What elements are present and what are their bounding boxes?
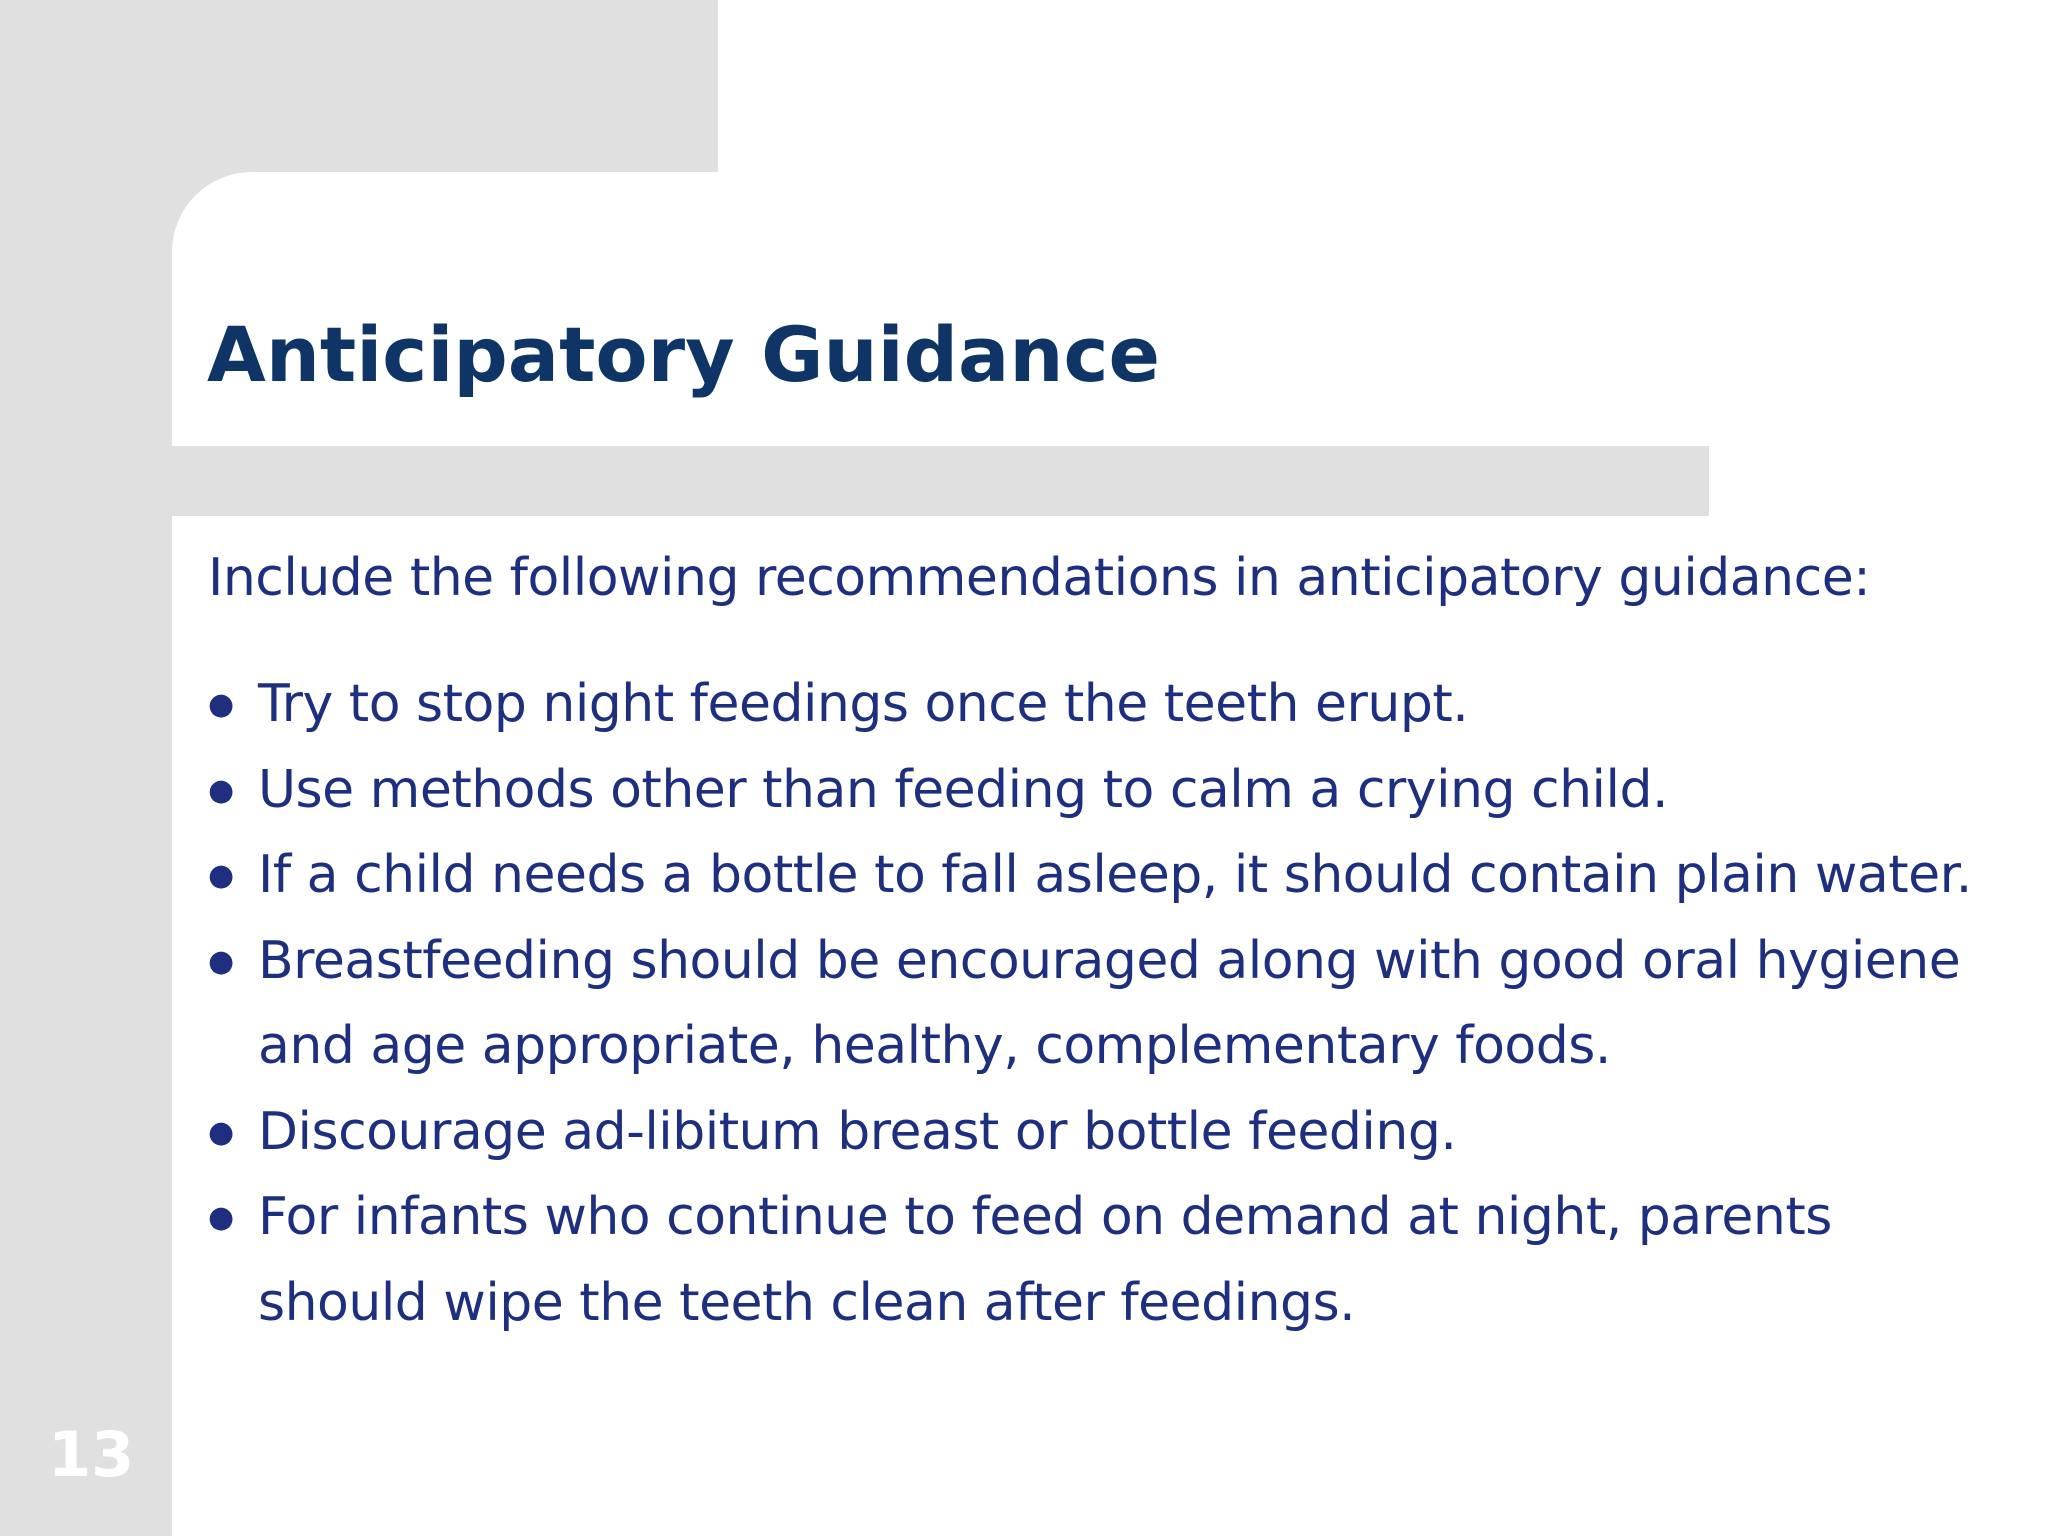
- slide-page-number: 13: [48, 1418, 135, 1491]
- bullet-item: [208, 748, 2008, 834]
- bullet-text: Breastfeeding should be encouraged along with good oral hygiene and age appropriate, healthy, complementary foods.: [258, 930, 1961, 1076]
- bullet-dot-icon: ●: [208, 1200, 234, 1235]
- bullet-item: [208, 833, 2008, 919]
- bullet-text: Discourage ad-libitum breast or bottle feeding.: [258, 1101, 1457, 1162]
- decorative-left-bar: [0, 0, 172, 1536]
- bullet-text: If a child needs a bottle to fall asleep, it should contain plain water.: [258, 845, 1972, 905]
- bullet-text: For infants who continue to feed on demand at night, parents should wipe the teeth clean after feedings.: [258, 1187, 1832, 1333]
- bullet-item: [208, 662, 2008, 748]
- intro-text: Include the following recommendations in anticipatory guidance:: [208, 548, 1871, 608]
- bullet-text: Try to stop night feedings once the teeth erupt.: [258, 674, 1469, 734]
- bullet-dot-icon: ●: [208, 687, 234, 722]
- bullet-item: [208, 1090, 2008, 1176]
- bullet-list: [208, 662, 2008, 1346]
- bullet-dot-icon: ●: [208, 772, 234, 808]
- bullet-dot-icon: ●: [208, 1114, 234, 1150]
- title-underline-band: [172, 446, 1709, 516]
- bullet-item: [208, 919, 2008, 1090]
- bullet-dot-icon: ●: [208, 943, 234, 979]
- slide-title: Anticipatory Guidance: [207, 310, 1161, 399]
- bullet-text: Use methods other than feeding to calm a crying child.: [258, 759, 1668, 820]
- bullet-dot-icon: ●: [208, 858, 234, 893]
- bullet-item: [208, 1175, 2008, 1346]
